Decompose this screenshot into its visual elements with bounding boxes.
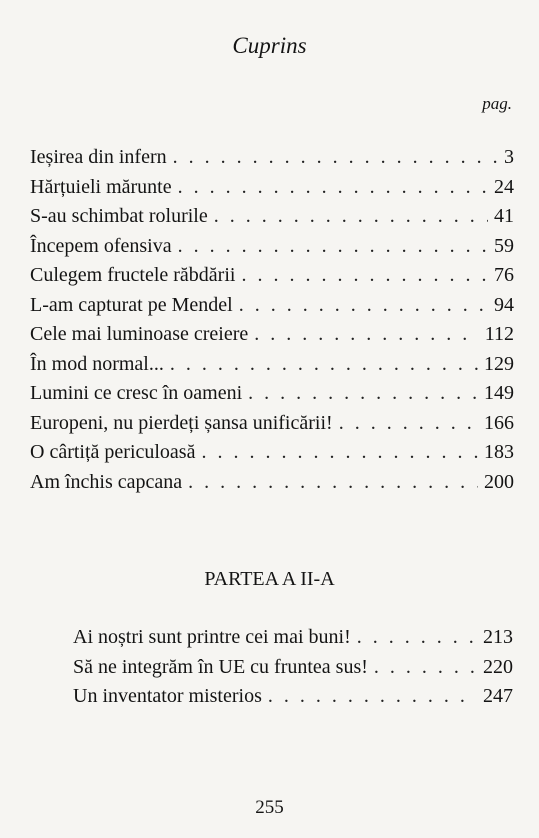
toc-entry-title: Europeni, nu pierdeți șansa unificării! xyxy=(30,411,333,434)
page-number: 255 xyxy=(255,797,284,818)
toc-entry-title: Culegem fructele răbdării xyxy=(30,264,236,286)
toc-entry xyxy=(73,682,513,712)
toc-entry-page: 94 xyxy=(494,293,514,316)
toc-entry-page: 129 xyxy=(484,352,514,375)
toc-leader-dots xyxy=(170,350,478,380)
toc-entry-page: 59 xyxy=(494,234,514,257)
toc-entry xyxy=(30,232,514,262)
toc-entry-title: O cârtiță periculoasă xyxy=(30,441,196,463)
toc-entry-page: 76 xyxy=(494,264,514,286)
toc-part-1 xyxy=(30,143,514,497)
toc-entry-title: Ai noștri sunt printre cei mai buni! xyxy=(73,626,351,648)
toc-entry-page: 166 xyxy=(484,411,514,434)
toc-leader-dots xyxy=(188,468,478,498)
toc-entry-title: S-au schimbat rolurile xyxy=(30,205,208,227)
toc-leader-dots xyxy=(178,232,488,262)
toc-leader-dots xyxy=(268,682,477,712)
page-column-label: pag. xyxy=(482,94,512,113)
toc-entry xyxy=(30,202,514,232)
toc-entry-title: Cele mai luminoase creiere xyxy=(30,323,249,345)
toc-leader-dots xyxy=(201,438,478,468)
page-title: Cuprins xyxy=(232,33,307,58)
toc-entry xyxy=(30,261,514,291)
toc-entry xyxy=(30,320,514,350)
toc-entry xyxy=(73,653,513,683)
toc-leader-dots xyxy=(214,202,488,232)
toc-entry-page: 41 xyxy=(494,205,514,227)
toc-entry xyxy=(30,468,514,498)
toc-leader-dots xyxy=(374,653,477,683)
toc-entry-page: 183 xyxy=(484,441,514,463)
toc-part-2 xyxy=(73,623,513,712)
toc-entry xyxy=(30,291,514,321)
toc-entry-title: Începem ofensiva xyxy=(30,234,172,257)
toc-entry-page: 149 xyxy=(484,382,514,404)
toc-entry-page: 112 xyxy=(484,323,514,345)
toc-entry-page: 24 xyxy=(494,175,514,198)
toc-entry xyxy=(30,173,514,203)
toc-entry-title: Să ne integrăm în UE cu fruntea sus! xyxy=(73,655,368,678)
toc-entry-title: În mod normal... xyxy=(30,352,164,375)
toc-leader-dots xyxy=(239,291,488,321)
toc-entry-title: Hărțuieli mărunte xyxy=(30,175,172,198)
toc-leader-dots xyxy=(178,173,488,203)
toc-entry-page: 3 xyxy=(504,146,514,168)
toc-leader-dots xyxy=(248,379,478,409)
toc-leader-dots xyxy=(254,320,479,350)
toc-entry-page: 213 xyxy=(483,626,513,648)
toc-entry-title: Un inventator misterios xyxy=(73,685,262,707)
toc-leader-dots xyxy=(241,261,488,291)
toc-entry xyxy=(73,623,513,653)
toc-entry-page: 220 xyxy=(483,655,513,678)
toc-entry xyxy=(30,379,514,409)
toc-entry xyxy=(30,350,514,380)
toc-entry-page: 247 xyxy=(483,685,513,707)
toc-entry xyxy=(30,143,514,173)
toc-leader-dots xyxy=(357,623,477,653)
toc-entry-title: L-am capturat pe Mendel xyxy=(30,293,233,316)
toc-entry-title: Lumini ce cresc în oameni xyxy=(30,382,243,404)
toc-leader-dots xyxy=(173,143,498,173)
toc-leader-dots xyxy=(339,409,478,439)
toc-entry-title: Ieșirea din infern xyxy=(30,146,167,168)
toc-entry-title: Am închis capcana xyxy=(30,470,183,493)
toc-entry-page: 200 xyxy=(484,470,514,493)
toc-entry xyxy=(30,409,514,439)
toc-entry xyxy=(30,438,514,468)
part-heading: PARTEA A II-A xyxy=(204,568,335,590)
